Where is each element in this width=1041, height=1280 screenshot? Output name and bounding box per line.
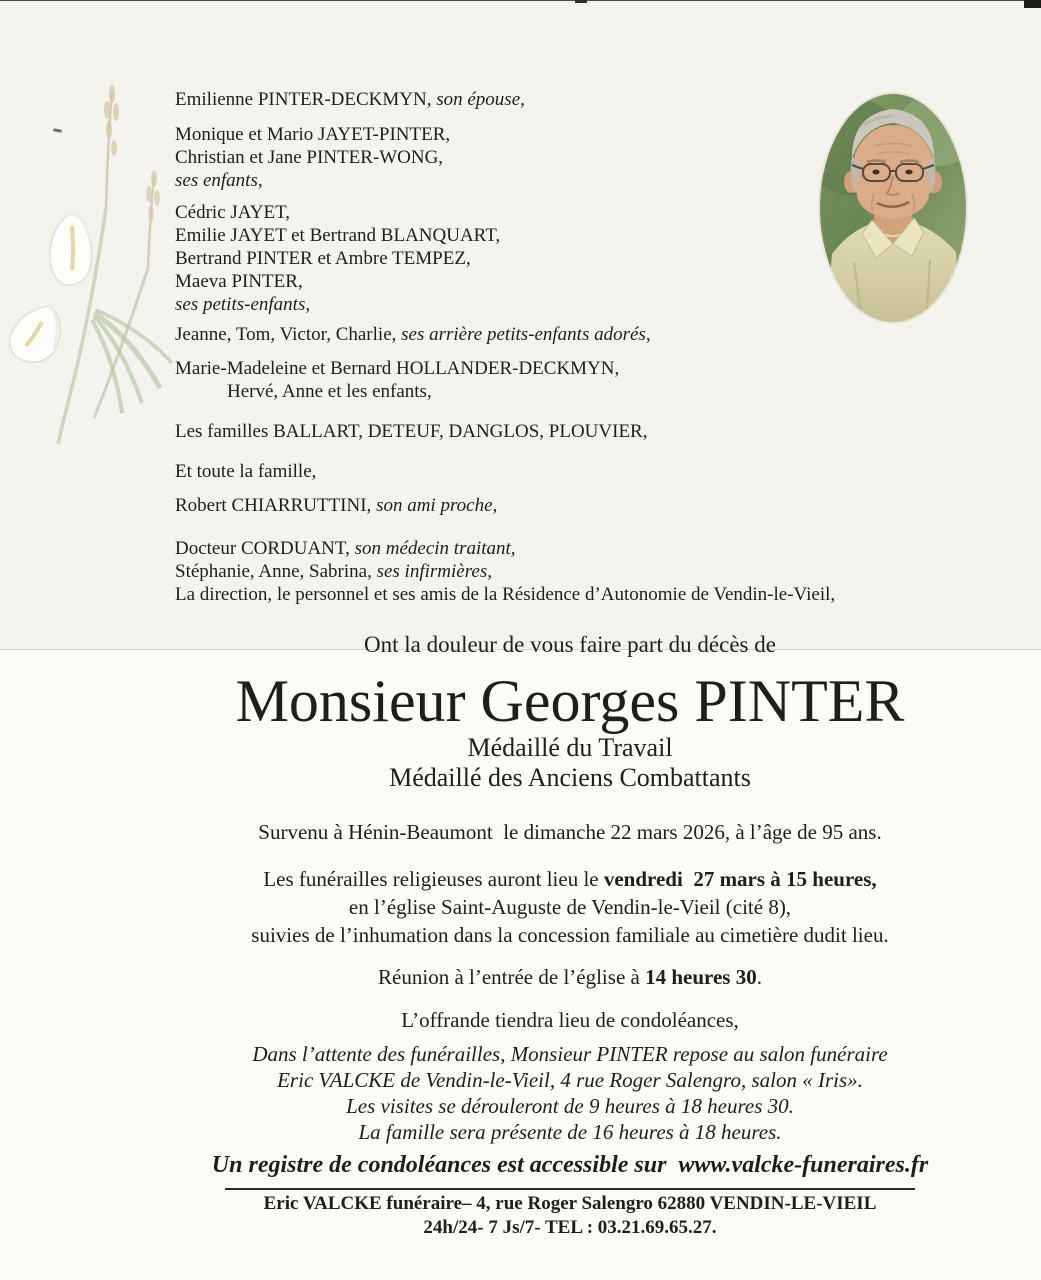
- announcement-intro: Ont la douleur de vous faire part du décès de: [364, 632, 776, 657]
- funeral-line: Les funérailles religieuses auront lieu le vendredi 27 mars à 15 heures,: [263, 867, 877, 891]
- family-line: Les familles BALLART, DETEUF, DANGLOS, PLOUVIER,: [175, 421, 648, 442]
- family-line: Monique et Mario JAYET-PINTER,: [175, 124, 451, 145]
- honor-line: Médaillé des Anciens Combattants: [389, 763, 751, 792]
- funeral-details: [110, 865, 1030, 949]
- portrait-photo: [818, 92, 968, 325]
- family-line: ses enfants,: [175, 170, 263, 191]
- deceased-name: Monsieur Georges PINTER: [235, 668, 905, 734]
- family-line: Cédric JAYET,: [175, 202, 291, 223]
- meeting-line: Réunion à l’entrée de l’église à 14 heures 30.: [378, 965, 762, 989]
- family-line: La direction, le personnel et ses amis de la Résidence d’Autonomie de Vendin-le-Vieil,: [175, 584, 836, 605]
- scan-top-edge-line: [0, 0, 1041, 1]
- funeral-line: en l’église Saint-Auguste de Vendin-le-Vieil (cité 8),: [348, 895, 792, 919]
- family-line: Hervé, Anne et les enfants,: [227, 381, 432, 402]
- family-list: [175, 88, 835, 606]
- family-line: Christian et Jane PINTER-WONG,: [175, 147, 444, 168]
- scan-top-mark: [575, 0, 587, 3]
- family-line: Bertrand PINTER et Ambre TEMPEZ,: [175, 248, 471, 269]
- scan-corner-mark: [1024, 0, 1041, 8]
- family-line: ses petits-enfants,: [175, 294, 311, 315]
- family-group-friend: [175, 494, 835, 517]
- repose-line: Les visites se dérouleront de 9 heures à 18 heures 30.: [346, 1094, 794, 1118]
- family-group-children: [175, 123, 835, 192]
- calla-lily-illustration: [2, 58, 182, 448]
- family-line: Emilie JAYET et Bertrand BLANQUART,: [175, 225, 501, 246]
- family-line: Stéphanie, Anne, Sabrina, ses infirmières,: [175, 561, 492, 582]
- family-line: Et toute la famille,: [175, 461, 317, 482]
- announcement-section: [110, 630, 1030, 1240]
- family-group-great-grandchildren: [175, 323, 835, 346]
- funeral-home-footer: [110, 1192, 1030, 1240]
- condolence-register-line: Un registre de condoléances est accessible sur www.valcke-funeraires.fr: [211, 1152, 929, 1178]
- family-group-families: [175, 420, 835, 443]
- family-line: Maeva PINTER,: [175, 271, 303, 292]
- family-group-spouse: [175, 88, 835, 111]
- family-line: Marie-Madeleine et Bernard HOLLANDER-DECKMYN,: [175, 358, 620, 379]
- offering-line: L’offrande tiendra lieu de condoléances,: [401, 1008, 739, 1032]
- repose-line: Dans l’attente des funérailles, Monsieur PINTER repose au salon funéraire: [252, 1042, 888, 1066]
- funeral-line: suivies de l’inhumation dans la concession familiale au cimetière dudit lieu.: [251, 923, 889, 947]
- repose-line: La famille sera présente de 16 heures à 18 heures.: [358, 1120, 782, 1144]
- family-line: Jeanne, Tom, Victor, Charlie, ses arrière petits-enfants adorés,: [175, 324, 651, 345]
- family-group-grandchildren: [175, 201, 835, 316]
- footer-phone: 24h/24- 7 Js/7- TEL : 03.21.69.65.27.: [423, 1217, 717, 1238]
- death-details: Survenu à Hénin-Beaumont le dimanche 22 mars 2026, à l’âge de 95 ans.: [258, 820, 882, 844]
- repose-line: Eric VALCKE de Vendin-le-Vieil, 4 rue Roger Salengro, salon « Iris».: [277, 1068, 863, 1092]
- family-group-caregivers: [175, 537, 835, 606]
- repose-details: [110, 1041, 1030, 1145]
- family-group-all-family: [175, 460, 835, 483]
- footer-address: Eric VALCKE funéraire– 4, rue Roger Salengro 62880 VENDIN-LE-VIEIL: [263, 1193, 877, 1214]
- family-line: Docteur CORDUANT, son médecin traitant,: [175, 538, 516, 559]
- family-line: Robert CHIARRUTTINI, son ami proche,: [175, 495, 498, 516]
- footer-divider: [225, 1188, 915, 1190]
- family-group-hollander: [175, 357, 835, 403]
- honor-line: Médaillé du Travail: [467, 733, 673, 762]
- family-line: Emilienne PINTER-DECKMYN, son épouse,: [175, 89, 525, 110]
